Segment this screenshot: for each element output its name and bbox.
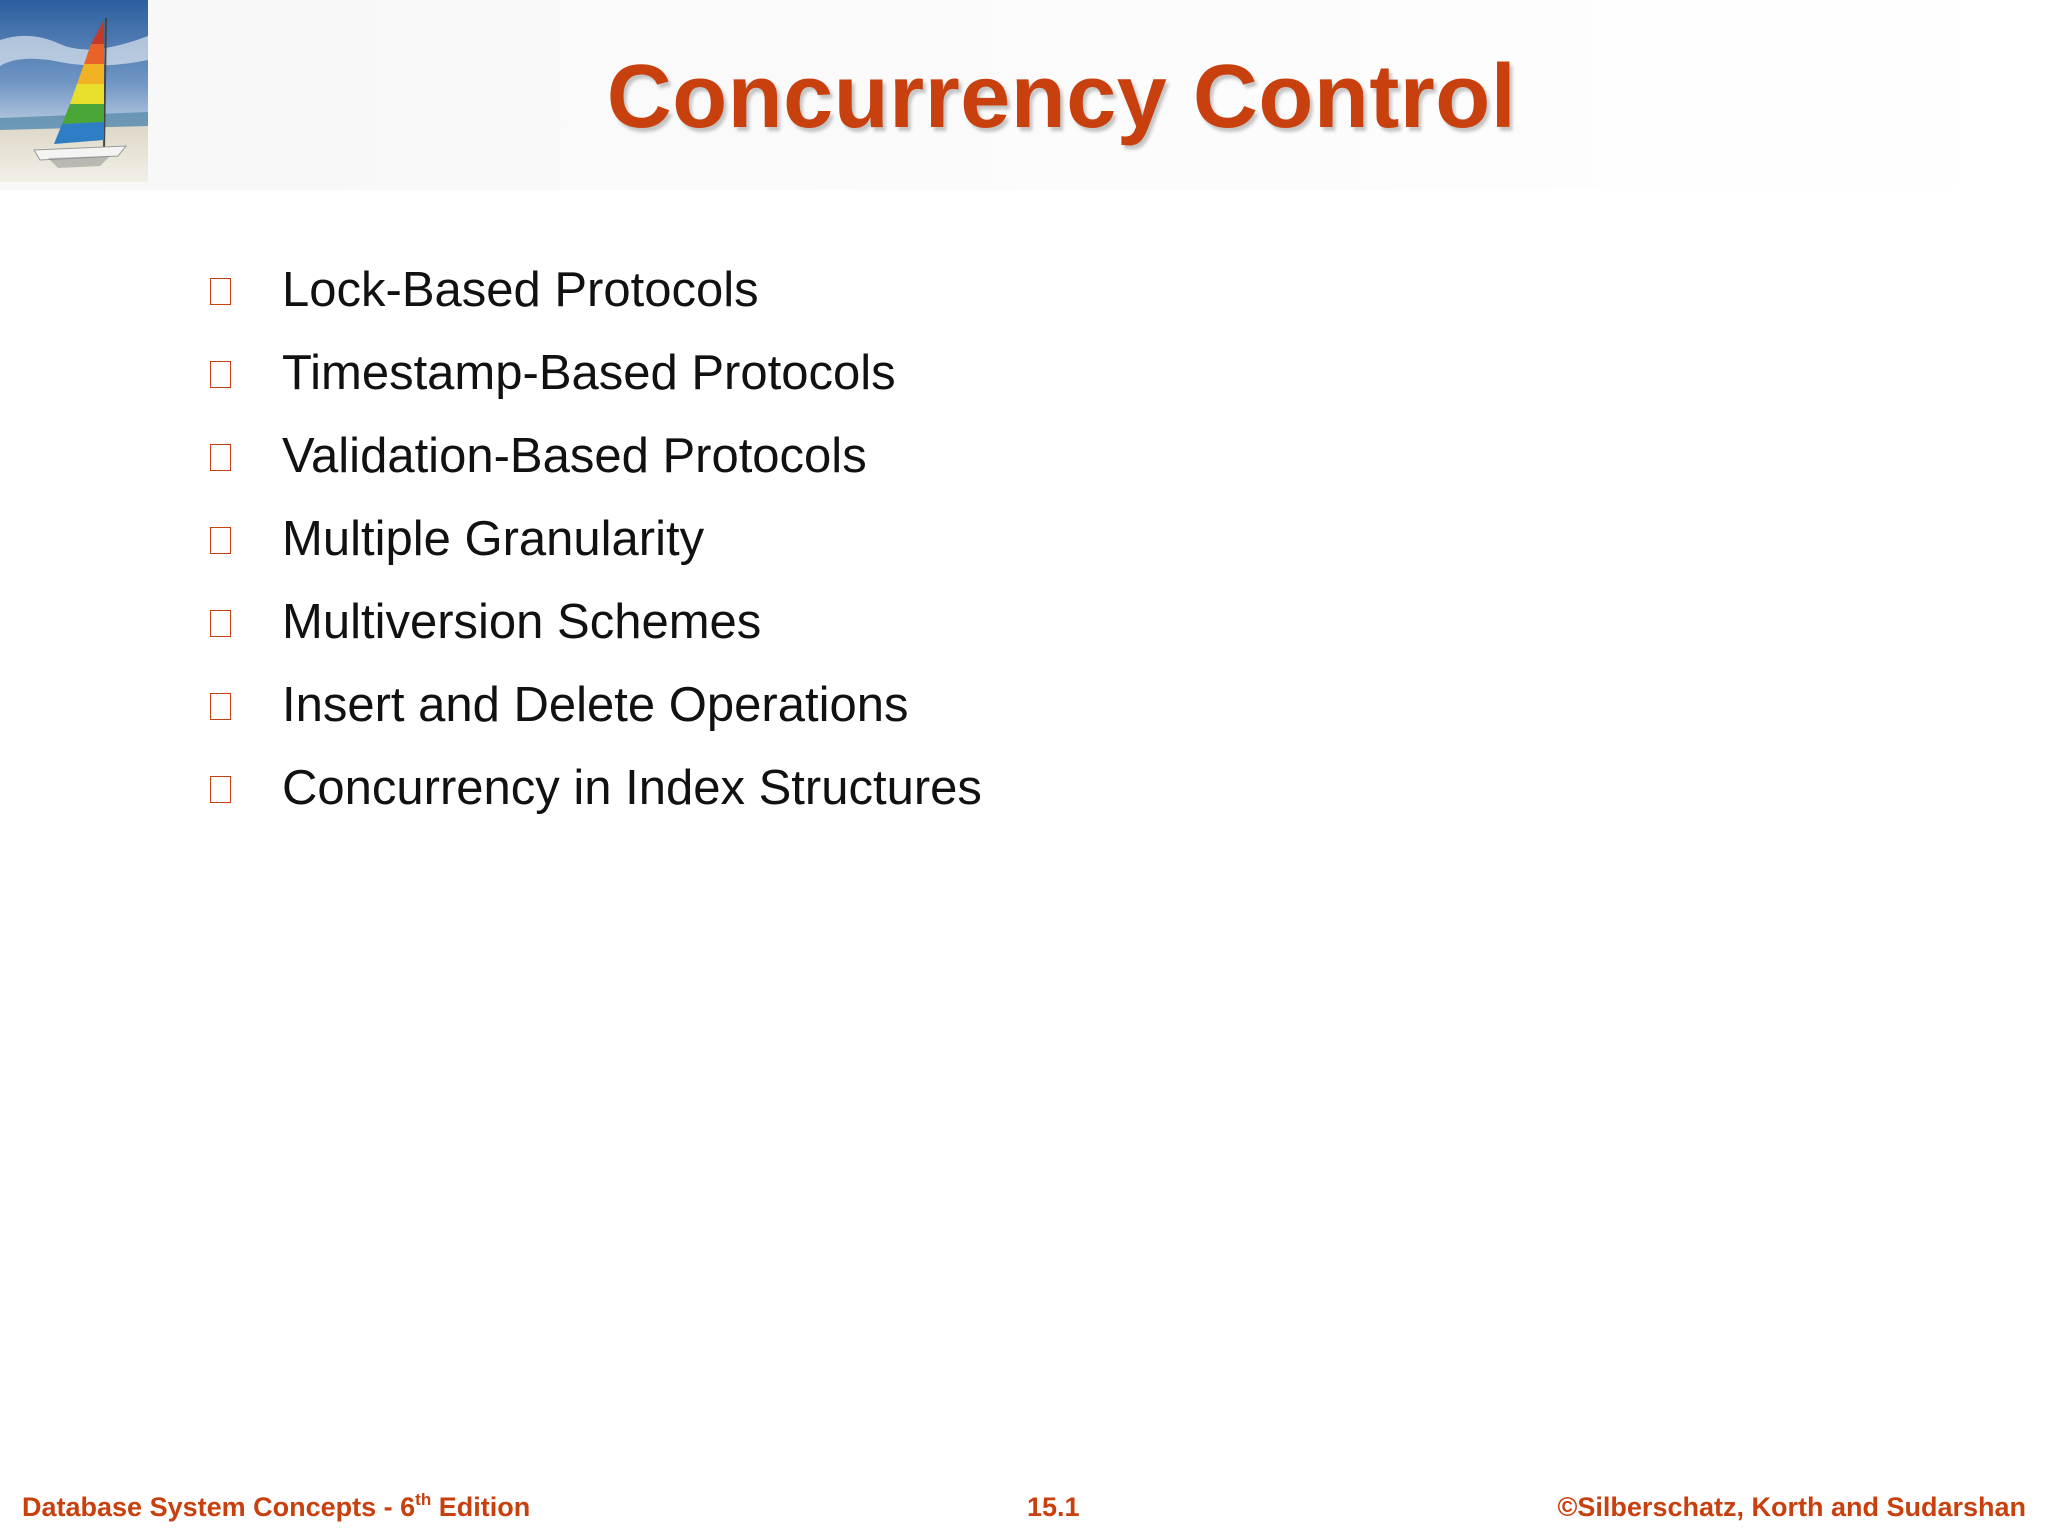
square-bullet-icon xyxy=(210,610,231,637)
square-bullet-icon xyxy=(210,361,231,388)
bullet-text: Multiple Granularity xyxy=(282,511,705,566)
square-bullet-icon xyxy=(210,776,231,803)
bullet-text: Concurrency in Index Structures xyxy=(282,760,982,815)
page-number: 15.1 xyxy=(1027,1492,1080,1522)
bullet-item xyxy=(210,580,982,663)
bullet-item xyxy=(210,497,982,580)
book-title-suffix: Edition xyxy=(431,1492,531,1522)
book-title-superscript: th xyxy=(415,1490,432,1509)
slide-footer xyxy=(0,1492,2048,1522)
square-bullet-icon xyxy=(210,278,231,305)
bullet-list xyxy=(210,248,982,829)
bullet-text: Multiversion Schemes xyxy=(282,594,762,649)
slide-title: Concurrency Control xyxy=(606,47,1517,147)
square-bullet-icon xyxy=(210,444,231,471)
bullet-item xyxy=(210,663,982,746)
bullet-text: Validation-Based Protocols xyxy=(282,428,867,483)
bullet-item xyxy=(210,331,982,414)
book-title xyxy=(22,1492,530,1523)
bullet-item xyxy=(210,746,982,829)
bullet-text: Insert and Delete Operations xyxy=(282,677,909,732)
bullet-item xyxy=(210,248,982,331)
book-title-prefix: Database System Concepts - 6 xyxy=(22,1492,416,1522)
square-bullet-icon xyxy=(210,693,231,720)
square-bullet-icon xyxy=(210,527,231,554)
bullet-item xyxy=(210,414,982,497)
bullet-text: Lock-Based Protocols xyxy=(282,262,759,317)
copyright: ©Silberschatz, Korth and Sudarshan xyxy=(1557,1492,2026,1522)
bullet-text: Timestamp-Based Protocols xyxy=(282,345,896,400)
